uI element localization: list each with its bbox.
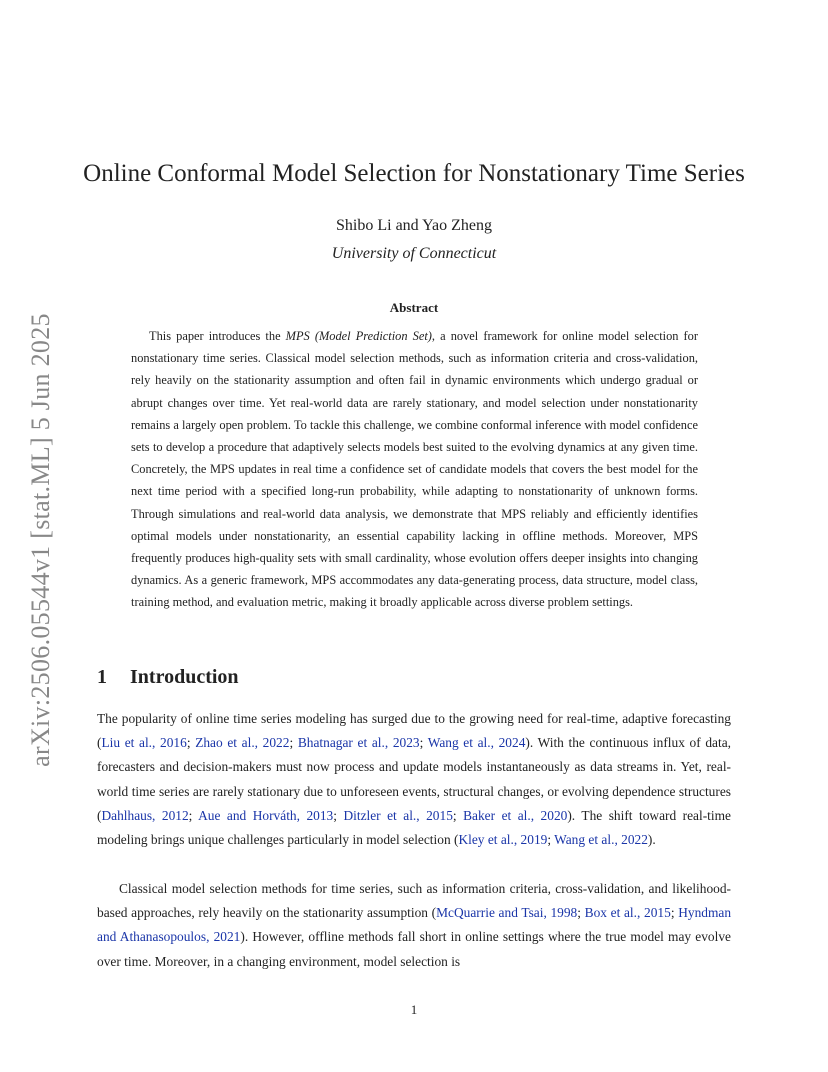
arxiv-sidebar-stamp xyxy=(18,300,64,780)
citation-link[interactable]: McQuarrie and Tsai, 1998 xyxy=(436,905,578,921)
intro-paragraph-2: Classical model selection methods for time series, such as information criteria, cross-validation, and likelihood-based approaches, rely heavily on the stationarity assumption (McQuarrie and Tsai, 1998; Box et al., 2015; Hyndman and Athanasopoulos, 2021). However, offline methods fall short in online settings where the true model may evolve over time. Moreover, in a changing environment, model selection is xyxy=(97,881,732,969)
paper-authors: Shibo Li and Yao Zheng xyxy=(336,217,492,234)
citation-link[interactable]: Hyndman and Athanasopoulos, 2021 xyxy=(97,905,732,945)
citation-link[interactable]: Kley et al., 2019 xyxy=(458,832,548,848)
citation-link[interactable]: Baker et al., 2020 xyxy=(463,807,568,823)
section-number: 1 xyxy=(97,666,107,688)
abstract-text: This paper introduces the MPS (Model Prediction Set), a novel framework for online model selection for nonstationary time series. Classical model selection methods, such as information criteria and cross-validation, rely heavily on the stationarity assumption and often fail in dynamic environments which undergo gradual or abrupt changes over time. Yet real-world data are rarely stationary, and model selection under nonstationarity remains a largely open problem. To tackle this challenge, we combine conformal inference with model confidence sets to develop a procedure that adaptively selects models best suited to the evolving dynamics at any given time. Concretely, the MPS updates in real time a confidence set of candidate models that covers the best model for the next time period with a specified long-run probability, while adapting to nonstationarity of unknown forms. Through simulations and real-world data analysis, we demonstrate that MPS reliably and efficiently identifies optimal models under nonstationarity, an essential capability lacking in offline methods. Moreover, MPS frequently produces high-quality sets with small cardinality, whose evolution offers deeper insights into changing dynamics. As a generic framework, MPS accommodates any data-generating process, data structure, model class, training method, and evaluation metric, making it broadly applicable across diverse problem settings. xyxy=(131,329,699,610)
intro-paragraph-1: The popularity of online time series modeling has surged due to the growing need for real-time, adaptive forecasting (Liu et al., 2016; Zhao et al., 2022; Bhatnagar et al., 2023; Wang et al., 2024). With the continuous influx of data, forecasters and decision-makers must now process and update models instantaneously as data streams in. Yet, real-world time series are rarely stationary due to unforeseen events, structural changes, or evolving dependence structures (Dahlhaus, 2012; Aue and Horváth, 2013; Ditzler et al., 2015; Baker et al., 2020). The shift toward real-time modeling brings unique challenges particularly in model selection (Kley et al., 2019; Wang et al., 2022). xyxy=(97,711,732,848)
author-affiliation: University of Connecticut xyxy=(331,245,497,262)
citation-link[interactable]: Ditzler et al., 2015 xyxy=(343,807,453,823)
section-heading xyxy=(97,666,239,689)
citation-link[interactable]: Liu et al., 2016 xyxy=(101,735,187,751)
citation-link[interactable]: Wang et al., 2024 xyxy=(427,735,526,751)
section-title: Introduction xyxy=(130,666,239,688)
citation-link[interactable]: Bhatnagar et al., 2023 xyxy=(297,735,420,751)
abstract-heading: Abstract xyxy=(389,300,439,315)
citation-link[interactable]: Zhao et al., 2022 xyxy=(195,735,290,751)
citation-link[interactable]: Aue and Horváth, 2013 xyxy=(198,807,334,823)
citation-link[interactable]: Dahlhaus, 2012 xyxy=(101,807,189,823)
paper-title: Online Conformal Model Selection for Nonstationary Time Series xyxy=(83,160,745,187)
citation-link[interactable]: Box et al., 2015 xyxy=(584,905,671,921)
abstract-emphasis: MPS (Model Prediction Set) xyxy=(285,329,432,343)
arxiv-id: arXiv:2506.05544v1 [stat.ML] 5 Jun 2025 xyxy=(26,313,55,767)
citation-link[interactable]: Wang et al., 2022 xyxy=(554,832,648,848)
page-number: 1 xyxy=(410,1002,418,1017)
